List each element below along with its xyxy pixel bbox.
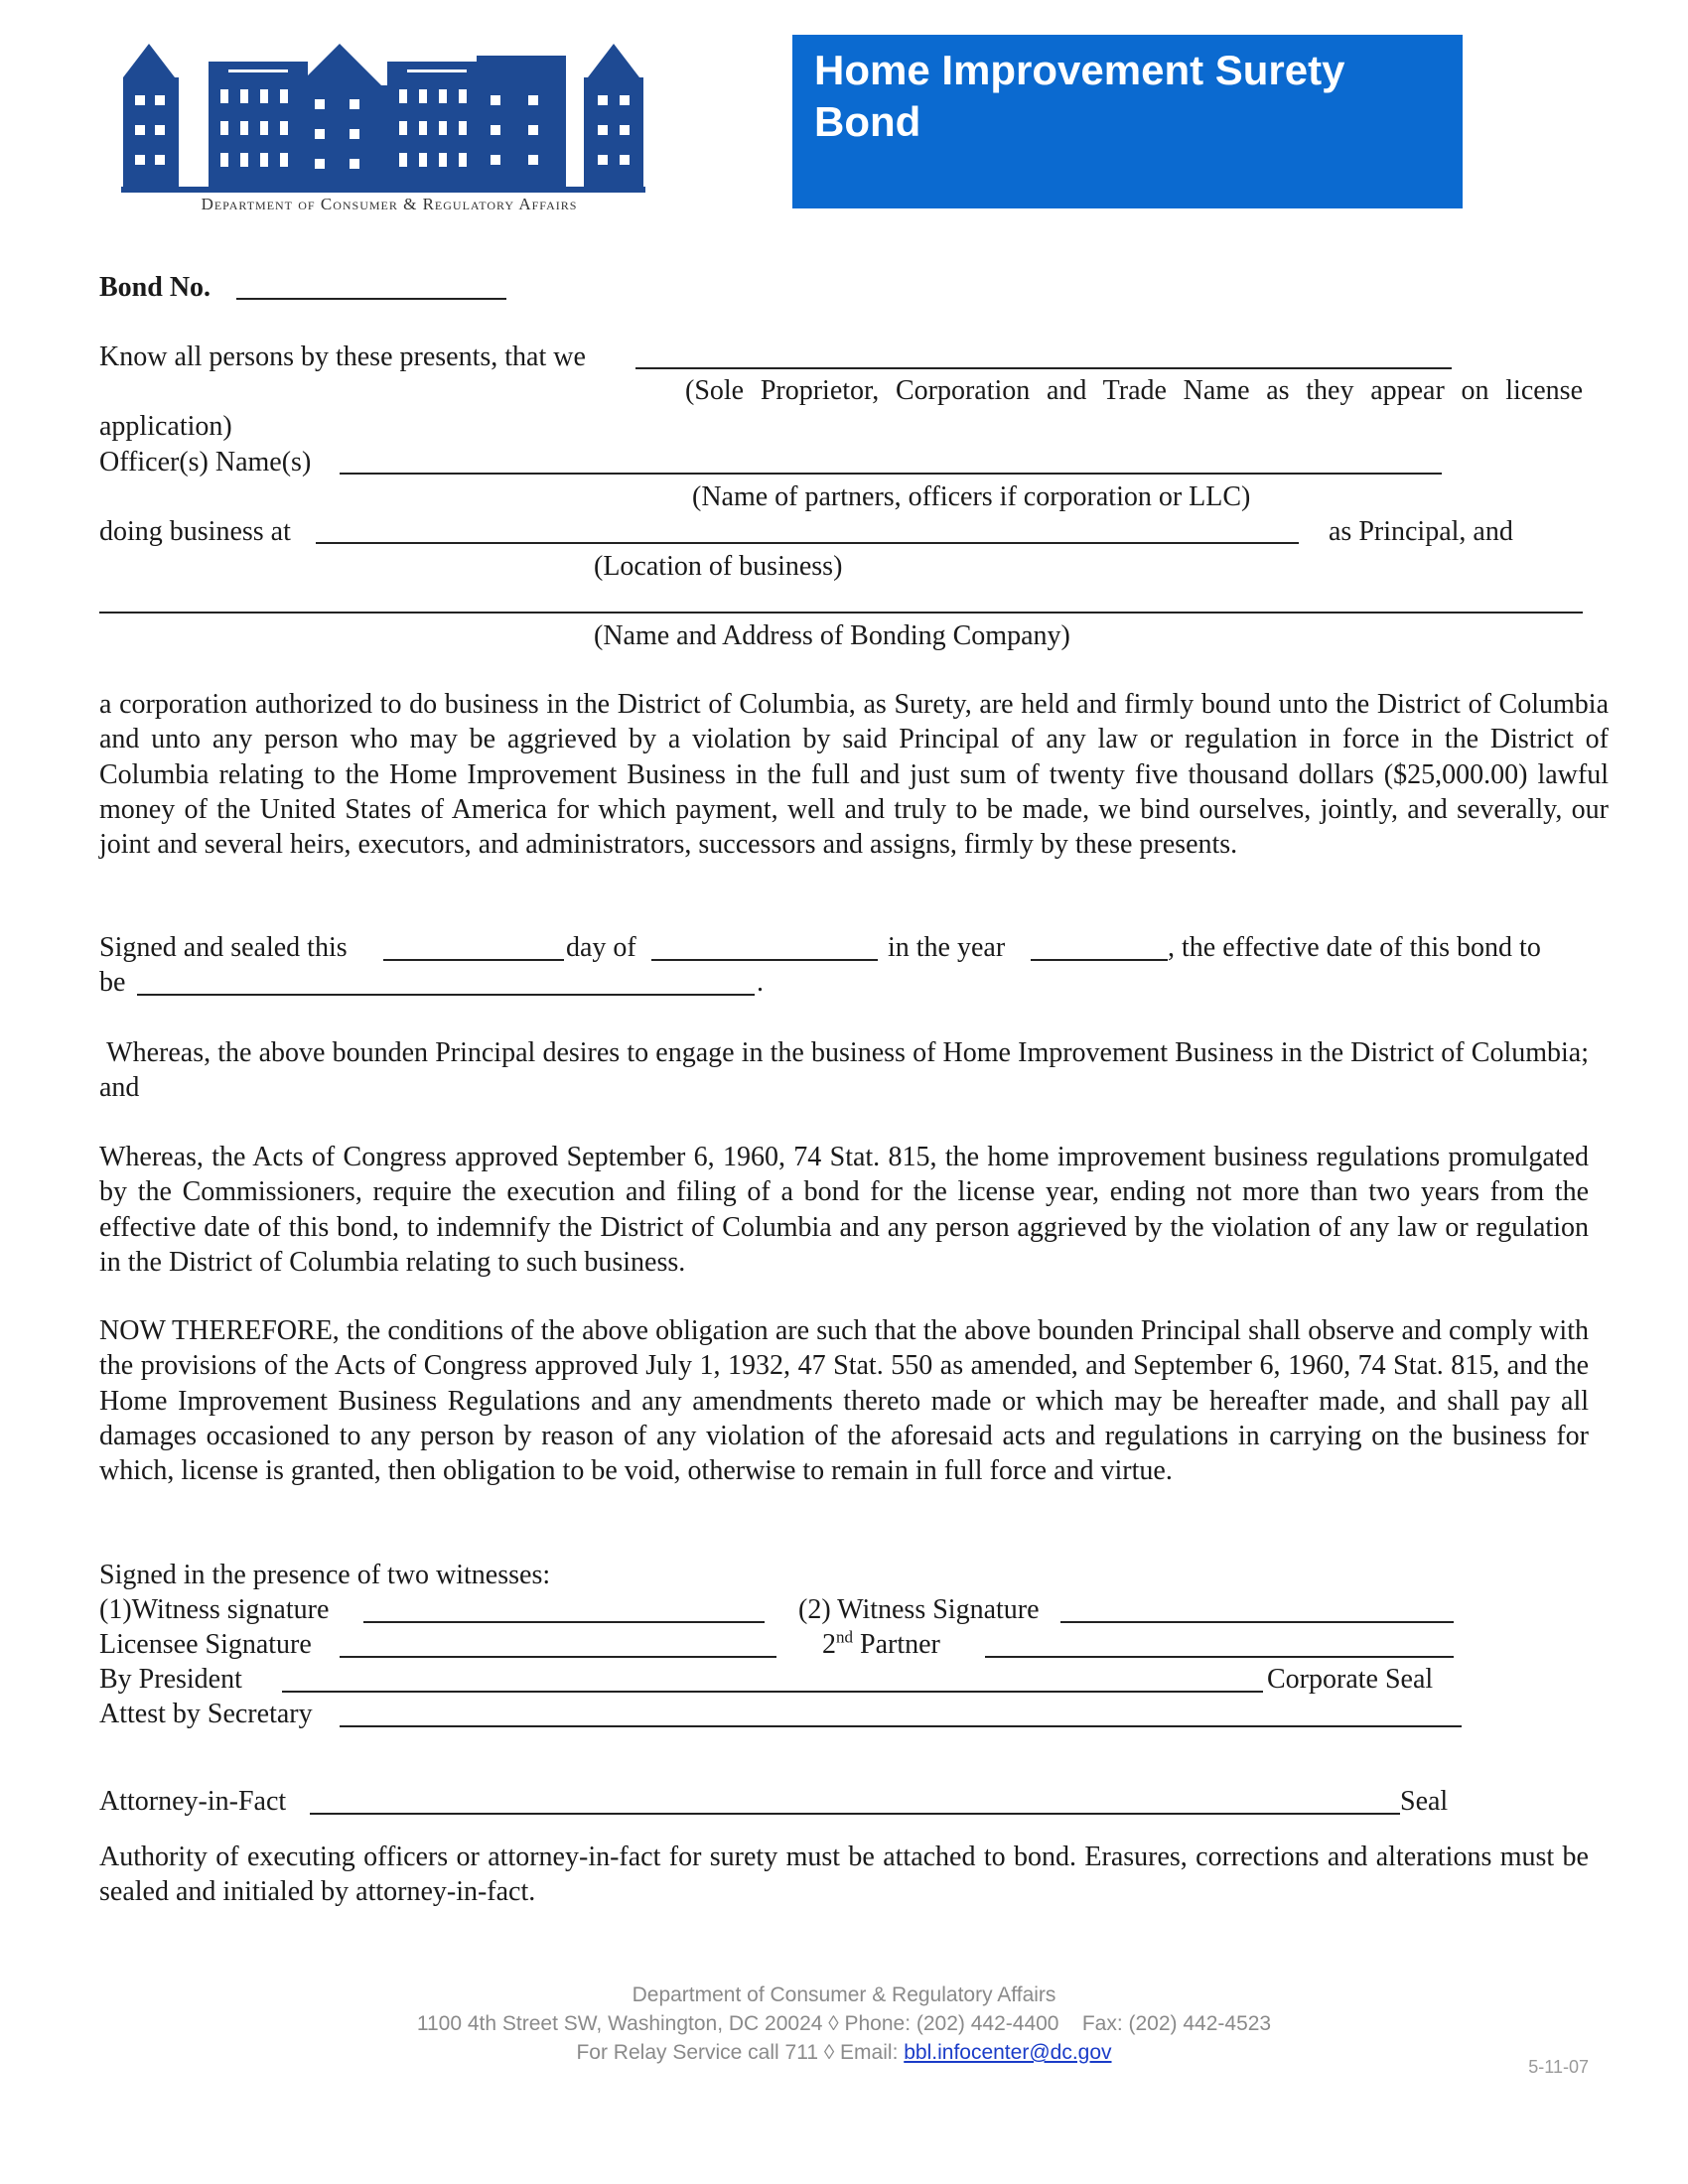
business-location-field[interactable] xyxy=(316,542,1299,544)
dcra-logo xyxy=(121,38,645,221)
building-logo-icon xyxy=(121,38,645,197)
attest-signature-field[interactable] xyxy=(340,1725,1462,1727)
bonding-company-field[interactable] xyxy=(99,612,1583,614)
witness-2-signature-field[interactable] xyxy=(1060,1621,1454,1623)
footer-address: 1100 4th Street SW, Washington, DC 20024 ◊ Phone: (202) 442-4400 Fax: (202) 442-4523 xyxy=(416,2012,1272,2035)
witness-1-signature-field[interactable] xyxy=(363,1621,765,1623)
bond-label: Bond No. xyxy=(99,272,211,303)
president-signature-field[interactable] xyxy=(282,1691,1263,1693)
officers-caption: (Name of partners, officers if corporation or LLC) xyxy=(692,481,1251,512)
signed-text-a: Signed and sealed this xyxy=(99,932,348,963)
title-banner xyxy=(792,35,1463,208)
president-label: By President xyxy=(99,1664,242,1695)
partner-label xyxy=(822,1627,940,1662)
footer-relay: For Relay Service call 711 ◊ Email: xyxy=(576,2041,905,2064)
corporate-seal-label: Corporate Seal xyxy=(1267,1664,1434,1695)
doing-label: doing business at xyxy=(99,516,291,547)
bond-number-field[interactable] xyxy=(236,298,506,300)
revision-date: 5-11-07 xyxy=(1528,2057,1589,2077)
attorney-label: Attorney-in-Fact xyxy=(99,1786,287,1817)
footer-dept: Department of Consumer & Regulatory Affairs xyxy=(632,1983,1056,2006)
licensee-signature-field[interactable] xyxy=(340,1656,776,1658)
seal-label: Seal xyxy=(1400,1786,1449,1817)
authority-paragraph: Authority of executing officers or attorney-in-fact for surety must be attached to bond. Erasures, corrections and alterations must be sealed and initialed by attorney-in-fact. xyxy=(99,1842,1589,1908)
signed-text-c: in the year xyxy=(888,932,1006,963)
effective-date-field[interactable] xyxy=(137,994,755,996)
surety-paragraph: a corporation authorized to do business in the District of Columbia, as Surety, are held and firmly bound unto the District of Columbia and unto any person who may be aggrieved by a violation by said Principal of any law or regulation in force in the District of Columbia relating to the Home Improvement Business in the full and just sum of twenty five thousand dollars ($25,000.00) lawful money of the United States of America for which payment, well and truly to be made, we bind ourselves, jointly, and severally, our joint and several heirs, executors, and administrators, successors and assigns, firmly by these presents. xyxy=(99,689,1609,861)
witness-2-label: (2) Witness Signature xyxy=(798,1594,1040,1625)
partner-suffix: nd xyxy=(836,1627,853,1647)
whereas-paragraph-1: Whereas, the above bounden Principal desires to engage in the business of Home Improvement Business in the District of Columbia; and xyxy=(99,1037,1596,1104)
know-text: Know all persons by these presents, that we xyxy=(99,341,586,372)
logo-dept-name: Department of Consumer & Regulatory Affairs xyxy=(201,195,578,213)
signed-text-b: day of xyxy=(566,932,636,963)
witness-heading: Signed in the presence of two witnesses: xyxy=(99,1560,551,1590)
month-field[interactable] xyxy=(651,959,878,961)
principal-name-field[interactable] xyxy=(635,367,1452,369)
principal-caption: (Sole Proprietor, Corporation and Trade Name as they appear on license xyxy=(685,375,1583,406)
bonding-caption: (Name and Address of Bonding Company) xyxy=(594,620,1070,651)
signed-text-e: be xyxy=(99,967,126,998)
attorney-signature-field[interactable] xyxy=(310,1813,1400,1815)
witness-1-label: (1)Witness signature xyxy=(99,1594,330,1625)
footer-contact xyxy=(298,2038,1390,2067)
officers-label: Officer(s) Name(s) xyxy=(99,447,312,478)
footer-email-link[interactable]: bbl.infocenter@dc.gov xyxy=(904,2041,1112,2064)
partner-number: 2 xyxy=(822,1629,836,1660)
now-therefore-paragraph: NOW THEREFORE, the conditions of the above obligation are such that the above bounden Principal shall observe and comply with the provisions of the Acts of Congress approved July 1, 1932, 47 Stat. 550 as amended, and September 6, 1960, 74 Stat. 815, and the Home Improvement Business Regulations and any amendments thereto made or which may be hereafter made, and shall pay all damages occasioned to any person by reason of any violation of the aforesaid acts and regulations in carrying on the business for which, license is granted, then obligation to be void, otherwise to remain in full force and virtue. xyxy=(99,1315,1589,1487)
location-caption: (Location of business) xyxy=(594,551,843,582)
attest-label: Attest by Secretary xyxy=(99,1699,313,1729)
day-field[interactable] xyxy=(383,959,564,961)
principal-caption-2: application) xyxy=(99,411,232,442)
whereas-paragraph-2: Whereas, the Acts of Congress approved September 6, 1960, 74 Stat. 815, the home improvement business regulations promulgated by the Commissioners, require the execution and filing of a bond for the license year, ending not more than two years from the effective date of this bond, to indemnify the District of Columbia and any person aggrieved by the violation of any law or regulation in the District of Columbia relating to such business. xyxy=(99,1142,1589,1278)
officers-field[interactable] xyxy=(340,473,1442,475)
signed-text-d: , the effective date of this bond to xyxy=(1168,932,1541,963)
licensee-label: Licensee Signature xyxy=(99,1629,312,1660)
partner-signature-field[interactable] xyxy=(985,1656,1454,1658)
partner-text: Partner xyxy=(853,1629,940,1660)
page-title: Home Improvement Surety Bond xyxy=(814,47,1345,145)
principal-label: as Principal, and xyxy=(1329,516,1513,547)
year-field[interactable] xyxy=(1031,959,1168,961)
signed-text-f: . xyxy=(757,967,764,998)
